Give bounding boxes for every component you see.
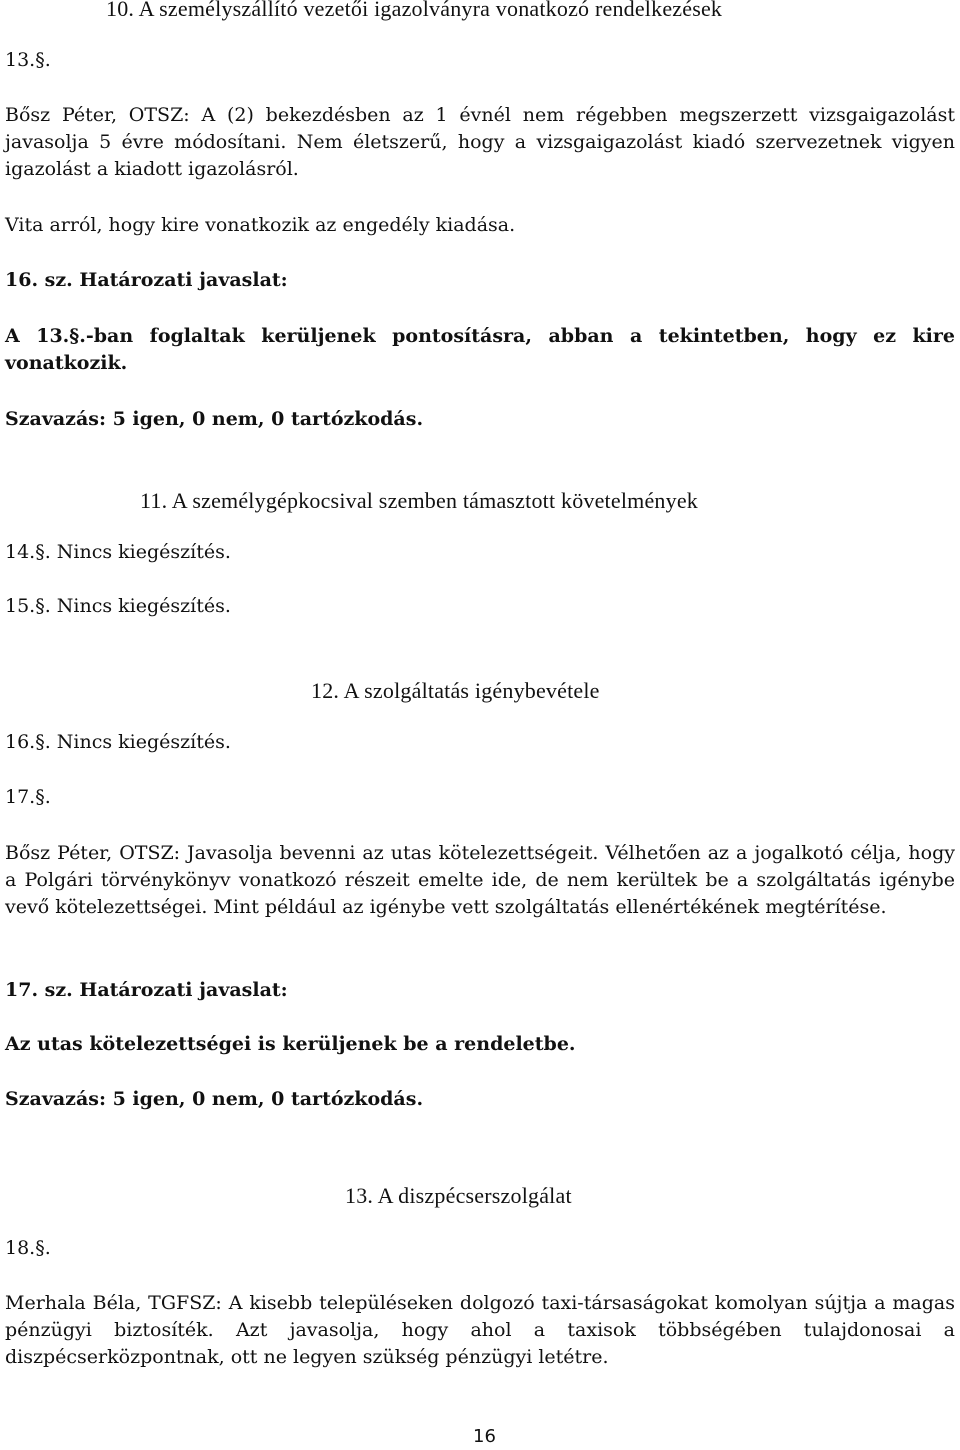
paragraph-16: 16.§. Nincs kiegészítés. [5,731,231,753]
paragraph-15: 15.§. Nincs kiegészítés. [5,595,231,617]
section-heading-13: 13. A diszpécserszolgálat [345,1183,572,1208]
vote-result-2: Szavazás: 5 igen, 0 nem, 0 tartózkodás. [5,1088,424,1110]
paragraph-14: 14.§. Nincs kiegészítés. [5,541,231,563]
resolution-text-17: Az utas kötelezettségei is kerüljenek be a rendeletbe. [5,1033,576,1055]
resolution-label-16: 16. sz. Határozati javaslat: [5,269,288,291]
comment-18: Merhala Béla, TGFSZ: A kisebb településeken dolgozó taxi-társaságokat komolyan sújtja a magas pénzügyi biztosíték. Azt javasolja, hogy ahol a taxisok többségében tulajdonosai a diszpécserközpontnak, ott ne legyen szükség pénzügyi letétre. [5,1292,955,1368]
section-heading-12: 12. A szolgáltatás igénybevétele [311,678,600,703]
page-number: 16 [473,1426,496,1447]
paragraph-label-17: 17.§. [5,786,51,808]
paragraph-label-18: 18.§. [5,1237,51,1259]
resolution-label-17: 17. sz. Határozati javaslat: [5,979,288,1001]
paragraph-label-13: 13.§. [5,49,51,71]
debate-note: Vita arról, hogy kire vonatkozik az engedély kiadása. [5,214,516,236]
comment-17: Bősz Péter, OTSZ: Javasolja bevenni az utas kötelezettségeit. Vélhetően az a jogalkotó célja, hogy a Polgári törvénykönyv vonatkozó részeit emelte ide, de nem kerültek be a szolgáltatás igénybe vevő kötelezettségei. Mint például az igénybe vett szolgáltatás ellenértékének megtérítése. [5,842,955,918]
resolution-text-16: A 13.§.-ban foglaltak kerüljenek pontosításra, abban a tekintetben, hogy ez kire vonatkozik. [5,325,955,374]
section-heading-11: 11. A személygépkocsival szemben támasztott követelmények [140,488,698,513]
vote-result-1: Szavazás: 5 igen, 0 nem, 0 tartózkodás. [5,408,424,430]
section-heading-10: 10. A személyszállító vezetői igazolványra vonatkozó rendelkezések [106,0,723,21]
comment-13: Bősz Péter, OTSZ: A (2) bekezdésben az 1 évnél nem régebben megszerzett vizsgaigazolást javasolja 5 évre módosítani. Nem életszerű, hogy a vizsgaigazolást kiadó szervezetnek vigyen igazolást a kiadott igazolásról. [5,104,955,180]
